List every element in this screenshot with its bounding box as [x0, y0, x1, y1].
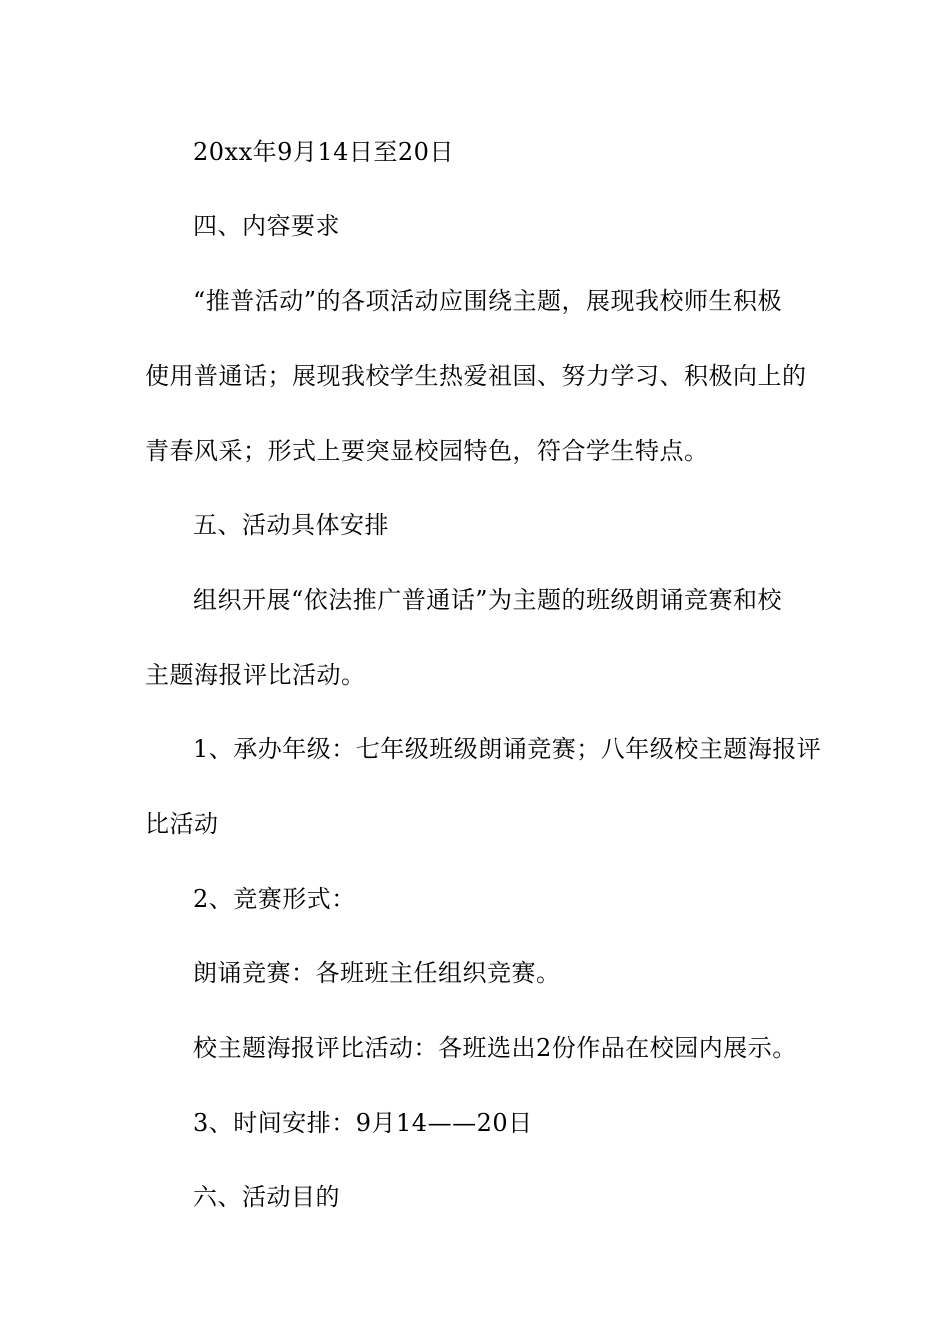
- paragraph-line: 使用普通话；展现我校学生热爱祖国、努力学习、积极向上的: [145, 362, 807, 390]
- paragraph-line: 组织开展“依法推广普通话”为主题的班级朗诵竞赛和校: [193, 586, 783, 614]
- list-item-organizer-grade: 1、承办年级：七年级班级朗诵竞赛；八年级校主题海报评: [193, 735, 822, 763]
- paragraph-date-range: 20xx年9月14日至20日: [193, 138, 454, 166]
- heading-activity-arrangement: 五、活动具体安排: [193, 511, 389, 539]
- paragraph-line: 比活动: [145, 810, 219, 838]
- list-item-competition-format: 2、竞赛形式：: [193, 885, 356, 913]
- heading-content-requirements: 四、内容要求: [193, 212, 340, 240]
- paragraph-recitation: 朗诵竞赛：各班班主任组织竞赛。: [193, 959, 561, 987]
- paragraph-line: “推普活动”的各项活动应围绕主题，展现我校师生积极: [193, 287, 783, 315]
- paragraph-line: 主题海报评比活动。: [145, 661, 366, 689]
- heading-activity-purpose: 六、活动目的: [193, 1183, 340, 1211]
- list-item-schedule: 3、时间安排：9月14——20日: [193, 1109, 533, 1137]
- paragraph-poster: 校主题海报评比活动：各班选出2份作品在校园内展示。: [193, 1034, 797, 1062]
- paragraph-line: 青春风采；形式上要突显校园特色，符合学生特点。: [145, 437, 709, 465]
